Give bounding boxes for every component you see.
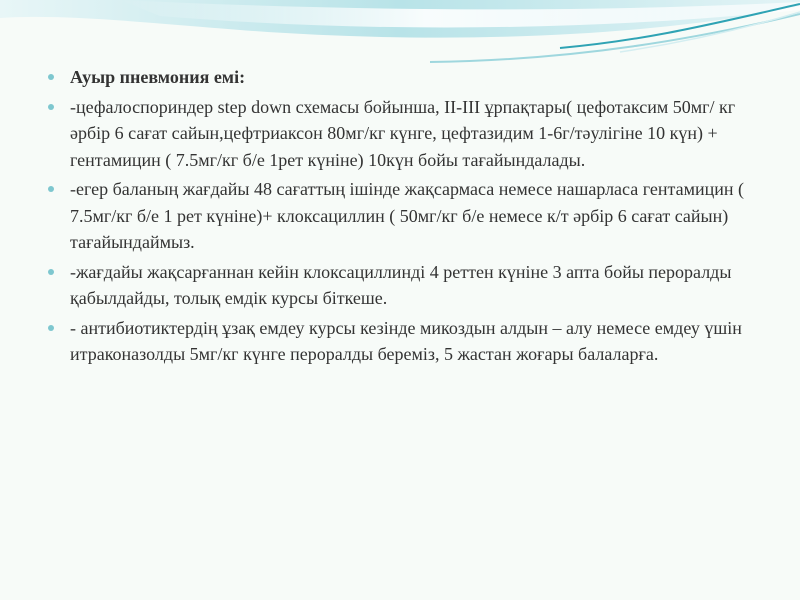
list-item xyxy=(48,259,758,312)
bullet-icon xyxy=(48,104,54,110)
list-item-text: -цефалоспориндер step down схемасы бойынша, II-III ұрпақтары( цефотаксим 50мг/ кг әрбір 6 сағат сайын,цефтриаксон 80мг/кг күнге, цефтазидим 1-6г/тәулігіне 10 күн) + гентамицин ( 7.5мг/кг б/е 1рет күніне) 10күн бойы тағайындалады. xyxy=(70,96,736,170)
list-item-text: -жағдайы жақсарғаннан кейін клоксациллинді 4 реттен күніне 3 апта бойы пероралды қабылдайды, толық емдік курсы біткеше. xyxy=(70,261,732,308)
slide-content xyxy=(48,64,758,371)
bullet-list xyxy=(48,64,758,368)
list-item-title xyxy=(48,64,758,91)
bullet-icon xyxy=(48,269,54,275)
slide-heading: Ауыр пневмония емі: xyxy=(70,67,246,87)
bullet-icon xyxy=(48,74,54,80)
bullet-icon xyxy=(48,325,54,331)
bullet-icon xyxy=(48,186,54,192)
list-item-text: - антибиотиктердің ұзақ емдеу курсы кезінде микоздын алдын – алу немесе емдеу үшін итраконазолды 5мг/кг күнге пероралды береміз, 5 жастан жоғары балаларға. xyxy=(70,317,742,364)
header-wave-decoration xyxy=(0,0,800,70)
list-item xyxy=(48,176,758,256)
list-item xyxy=(48,315,758,368)
list-item xyxy=(48,94,758,174)
list-item-text: -егер баланың жағдайы 48 сағаттың ішінде жақсармаса немесе нашарласа гентамицин ( 7.5мг/кг б/е 1 рет күніне)+ клоксациллин ( 50мг/кг б/е немесе к/т әрбір 6 сағат сайын) тағайындаймыз. xyxy=(70,179,745,252)
